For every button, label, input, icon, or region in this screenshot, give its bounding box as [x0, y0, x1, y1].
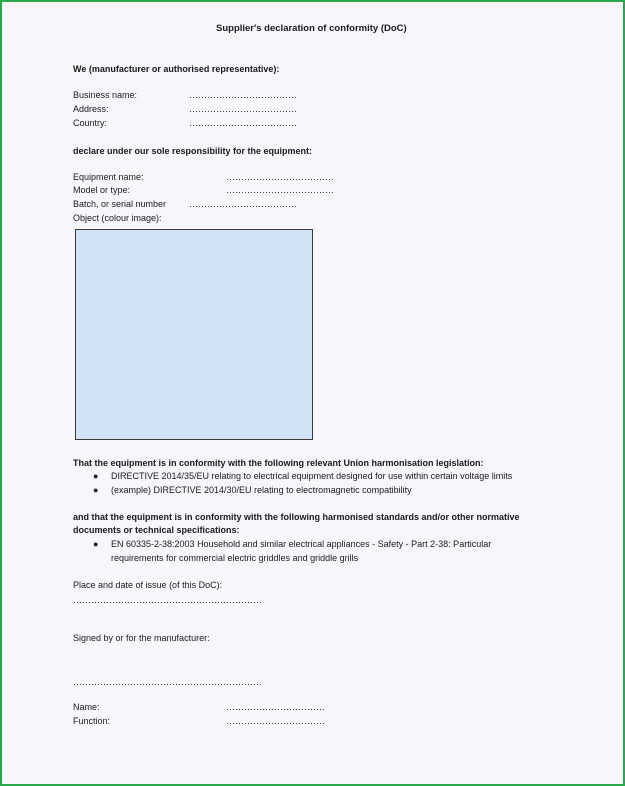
model-type-label: Model or type:: [73, 185, 131, 195]
signature-field[interactable]: ………………………………………………………: [73, 677, 262, 687]
address-field[interactable]: ………………………………: [189, 104, 297, 114]
serial-number-field[interactable]: ………………………………: [189, 199, 297, 209]
country-field[interactable]: ………………………………: [189, 118, 297, 128]
object-image-label: Object (colour image):: [73, 213, 162, 223]
legislation-item: (example) DIRECTIVE 2014/30/EU relating to electromagnetic compatibility: [111, 485, 412, 495]
standards-heading-line1: and that the equipment is in conformity with the following harmonised standards and/or other normative: [73, 512, 520, 522]
bullet-icon: ●: [93, 539, 99, 549]
equipment-name-label: Equipment name:: [73, 172, 144, 182]
standards-item-line1: EN 60335-2-38:2003 Household and similar electrical appliances - Safety - Part 2-38: Particular: [111, 539, 492, 549]
name-field[interactable]: ……………………………: [226, 702, 325, 712]
business-name-field[interactable]: ………………………………: [189, 90, 297, 100]
country-label: Country:: [73, 118, 108, 128]
signed-by-label: Signed by or for the manufacturer:: [73, 633, 210, 643]
business-name-label: Business name:: [73, 90, 138, 100]
place-date-field[interactable]: ………………………………………………………: [73, 595, 262, 605]
object-image-placeholder[interactable]: [75, 229, 313, 440]
equipment-heading: declare under our sole responsibility for the equipment:: [73, 146, 313, 156]
standards-heading-line2: documents or technical specifications:: [73, 525, 240, 535]
bullet-icon: ●: [93, 471, 99, 481]
standards-item-line2: requirements for commercial electric griddles and griddle grills: [111, 553, 359, 563]
manufacturer-heading: We (manufacturer or authorised representative):: [73, 64, 280, 74]
document-title: Supplier's declaration of conformity (DoC): [216, 23, 407, 34]
place-date-label: Place and date of issue (of this DoC):: [73, 580, 223, 590]
model-type-field[interactable]: ………………………………: [226, 185, 334, 195]
serial-number-label: Batch, or serial number: [73, 199, 167, 209]
legislation-item: DIRECTIVE 2014/35/EU relating to electrical equipment designed for use within certain voltage limits: [111, 471, 513, 481]
equipment-name-field[interactable]: ………………………………: [226, 172, 334, 182]
function-field[interactable]: ……………………………: [226, 716, 325, 726]
name-label: Name:: [73, 702, 100, 712]
address-label: Address:: [73, 104, 109, 114]
bullet-icon: ●: [93, 485, 99, 495]
legislation-heading: That the equipment is in conformity with the following relevant Union harmonisation legislation:: [73, 458, 484, 468]
function-label: Function:: [73, 716, 111, 726]
